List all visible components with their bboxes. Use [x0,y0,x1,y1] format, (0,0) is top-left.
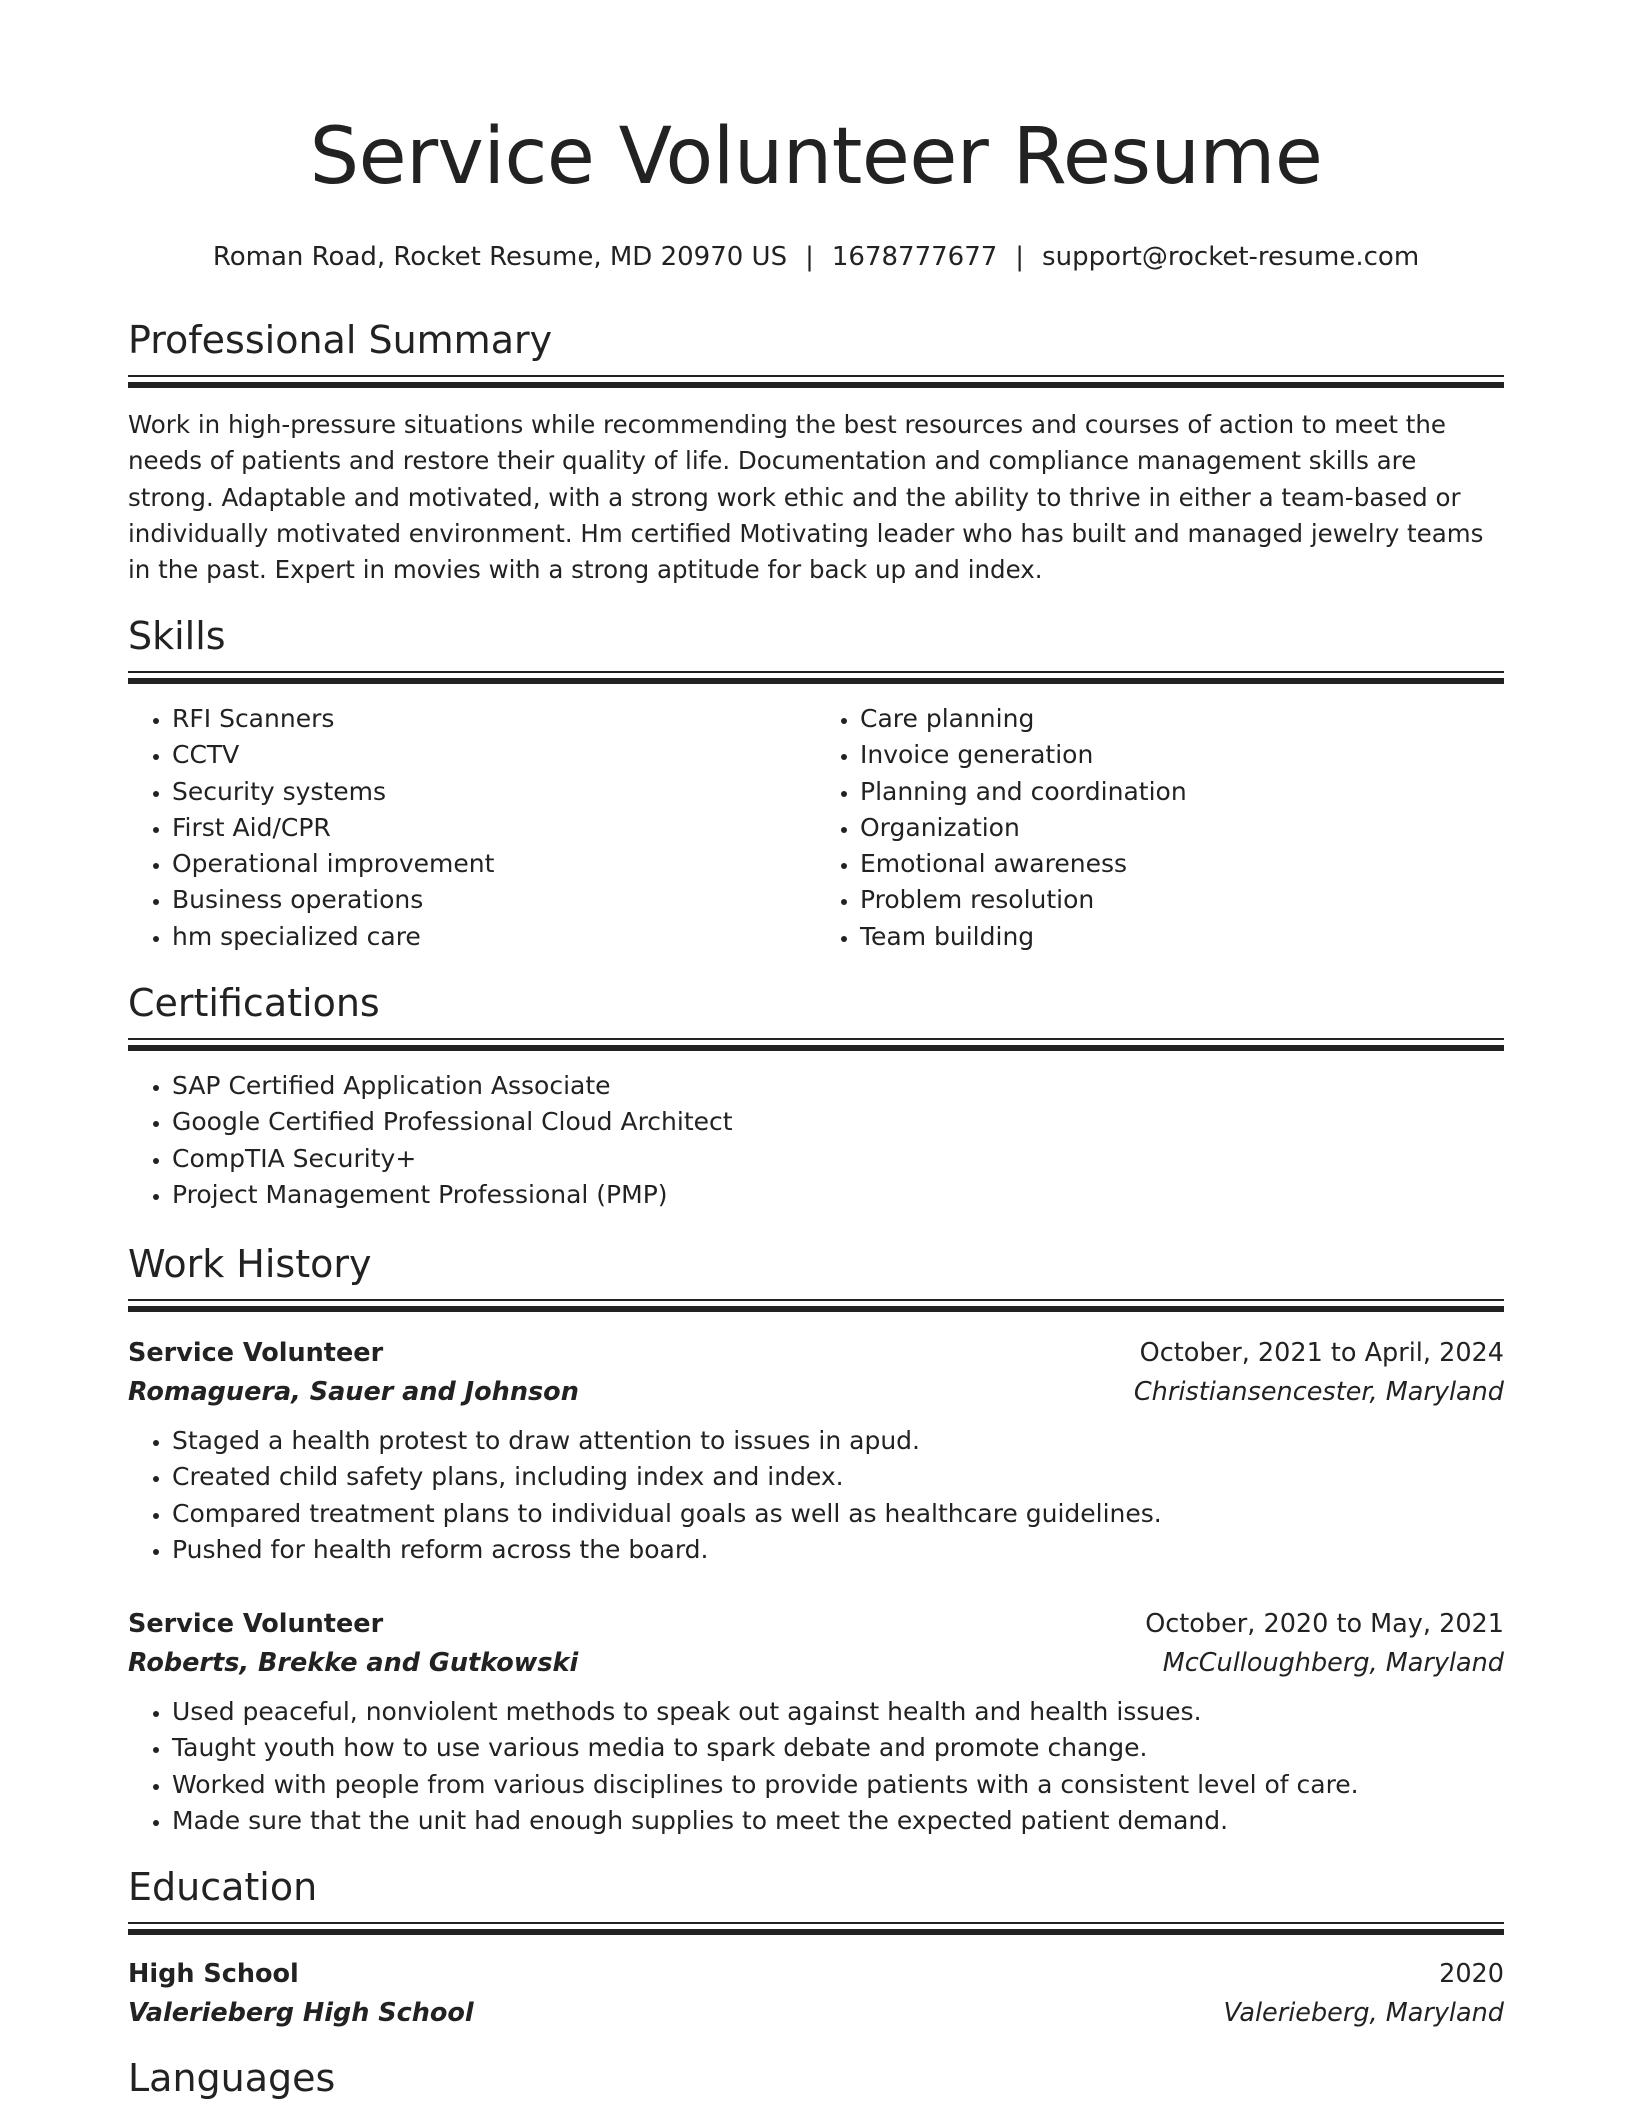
skill-item: • RFI Scanners [172,701,816,737]
education-school: Valerieberg High School [128,1998,474,2028]
skill-item: • Planning and coordination [860,774,1504,810]
job-company: Romaguera, Sauer and Johnson [128,1377,579,1407]
job-bullets [128,1423,1504,1568]
job-bullet: • Made sure that the unit had enough supplies to meet the expected patient demand. [172,1803,1504,1839]
job-bullet: • Staged a health protest to draw attention to issues in apud. [172,1423,1504,1459]
section-divider [128,671,1504,685]
job-bullet: • Pushed for health reform across the board. [172,1532,1504,1568]
skill-item: • Business operations [172,882,816,918]
skill-item: • Emotional awareness [860,846,1504,882]
job-entry [128,1604,1504,1839]
skill-item: • Security systems [172,774,816,810]
section-skills [128,614,1504,955]
skill-item: • Team building [860,919,1504,955]
job-bullet: • Created child safety plans, including index and index. [172,1459,1504,1495]
section-divider [128,1299,1504,1313]
skill-item: • Invoice generation [860,737,1504,773]
section-heading: Certifications [128,981,380,1025]
job-dates: October, 2020 to May, 2021 [1145,1609,1504,1640]
job-title: Service Volunteer [128,1609,384,1640]
section-heading: Skills [128,614,226,658]
skills-list-right [816,701,1504,955]
section-heading: Education [128,1865,318,1909]
skill-item: • Organization [860,810,1504,846]
skill-item: • First Aid/CPR [172,810,816,846]
section-divider [128,375,1504,389]
certification-item: • SAP Certified Application Associate [172,1068,1504,1104]
job-subheader [128,1373,1504,1411]
section-certifications [128,981,1504,1213]
resume-title: Service Volunteer Resume [309,112,1323,202]
certifications-list [128,1068,1504,1213]
skill-item: • hm specialized care [172,919,816,955]
education-header [128,1954,1504,1994]
section-heading: Professional Summary [128,318,553,362]
job-subheader [128,1644,1504,1682]
job-location: McCulloughberg, Maryland [1162,1648,1504,1679]
job-header [128,1604,1504,1644]
job-title: Service Volunteer [128,1338,384,1368]
job-location: Christiansencester, Maryland [1133,1377,1504,1407]
contact-line [128,242,1504,272]
contact-address: Roman Road, Rocket Resume, MD 20970 US [212,242,788,272]
section-education [128,1865,1504,2032]
contact-phone: 1678777677 [831,242,998,272]
section-professional-summary [128,318,1504,588]
skill-item: • Problem resolution [860,882,1504,918]
contact-separator: | [805,242,814,272]
certification-item: • Google Certified Professional Cloud Architect [172,1104,1504,1140]
education-year: 2020 [1439,1959,1504,1989]
job-dates: October, 2021 to April, 2024 [1139,1338,1504,1368]
section-languages [128,2056,1504,2108]
education-degree: High School [128,1959,299,1989]
section-heading: Languages [128,2056,336,2100]
section-work-history [128,1242,1504,1839]
skill-item: • CCTV [172,737,816,773]
contact-separator: | [1015,242,1025,272]
education-entry [128,1954,1504,2032]
job-bullet: • Worked with people from various disciplines to provide patients with a consistent level of care. [172,1767,1504,1803]
skills-list-left [128,701,816,955]
job-bullet: • Taught youth how to use various media to spark debate and promote change. [172,1730,1504,1766]
skill-item: • Operational improvement [172,846,816,882]
job-entry [128,1333,1504,1568]
skill-item: • Care planning [860,701,1504,737]
summary-text: Work in high-pressure situations while recommending the best resources and courses of action to meet the needs of patients and restore their quality of life. Documentation and compliance management skills are strong. Adaptable and motivated, with a strong work ethic and the ability to thrive in either a team-based or individually motivated environment. Hm certified Motivating leader who has built and managed jewelry teams in the past. Expert in movies with a strong aptitude for back up and index. [128,410,1484,585]
section-divider [128,1922,1504,1936]
skills-columns [128,701,1504,955]
job-bullet: • Compared treatment plans to individual goals as well as healthcare guidelines. [172,1496,1504,1532]
section-heading: Work History [128,1242,372,1286]
certification-item: • Project Management Professional (PMP) [172,1177,1504,1213]
job-bullets [128,1694,1504,1839]
education-subheader [128,1994,1504,2032]
education-location: Valerieberg, Maryland [1223,1998,1504,2028]
job-header [128,1333,1504,1373]
contact-email: support@rocket-resume.com [1042,242,1420,272]
certification-item: • CompTIA Security+ [172,1141,1504,1177]
job-bullet: • Used peaceful, nonviolent methods to speak out against health and health issues. [172,1694,1504,1730]
job-company: Roberts, Brekke and Gutkowski [128,1648,579,1679]
section-divider [128,1038,1504,1052]
